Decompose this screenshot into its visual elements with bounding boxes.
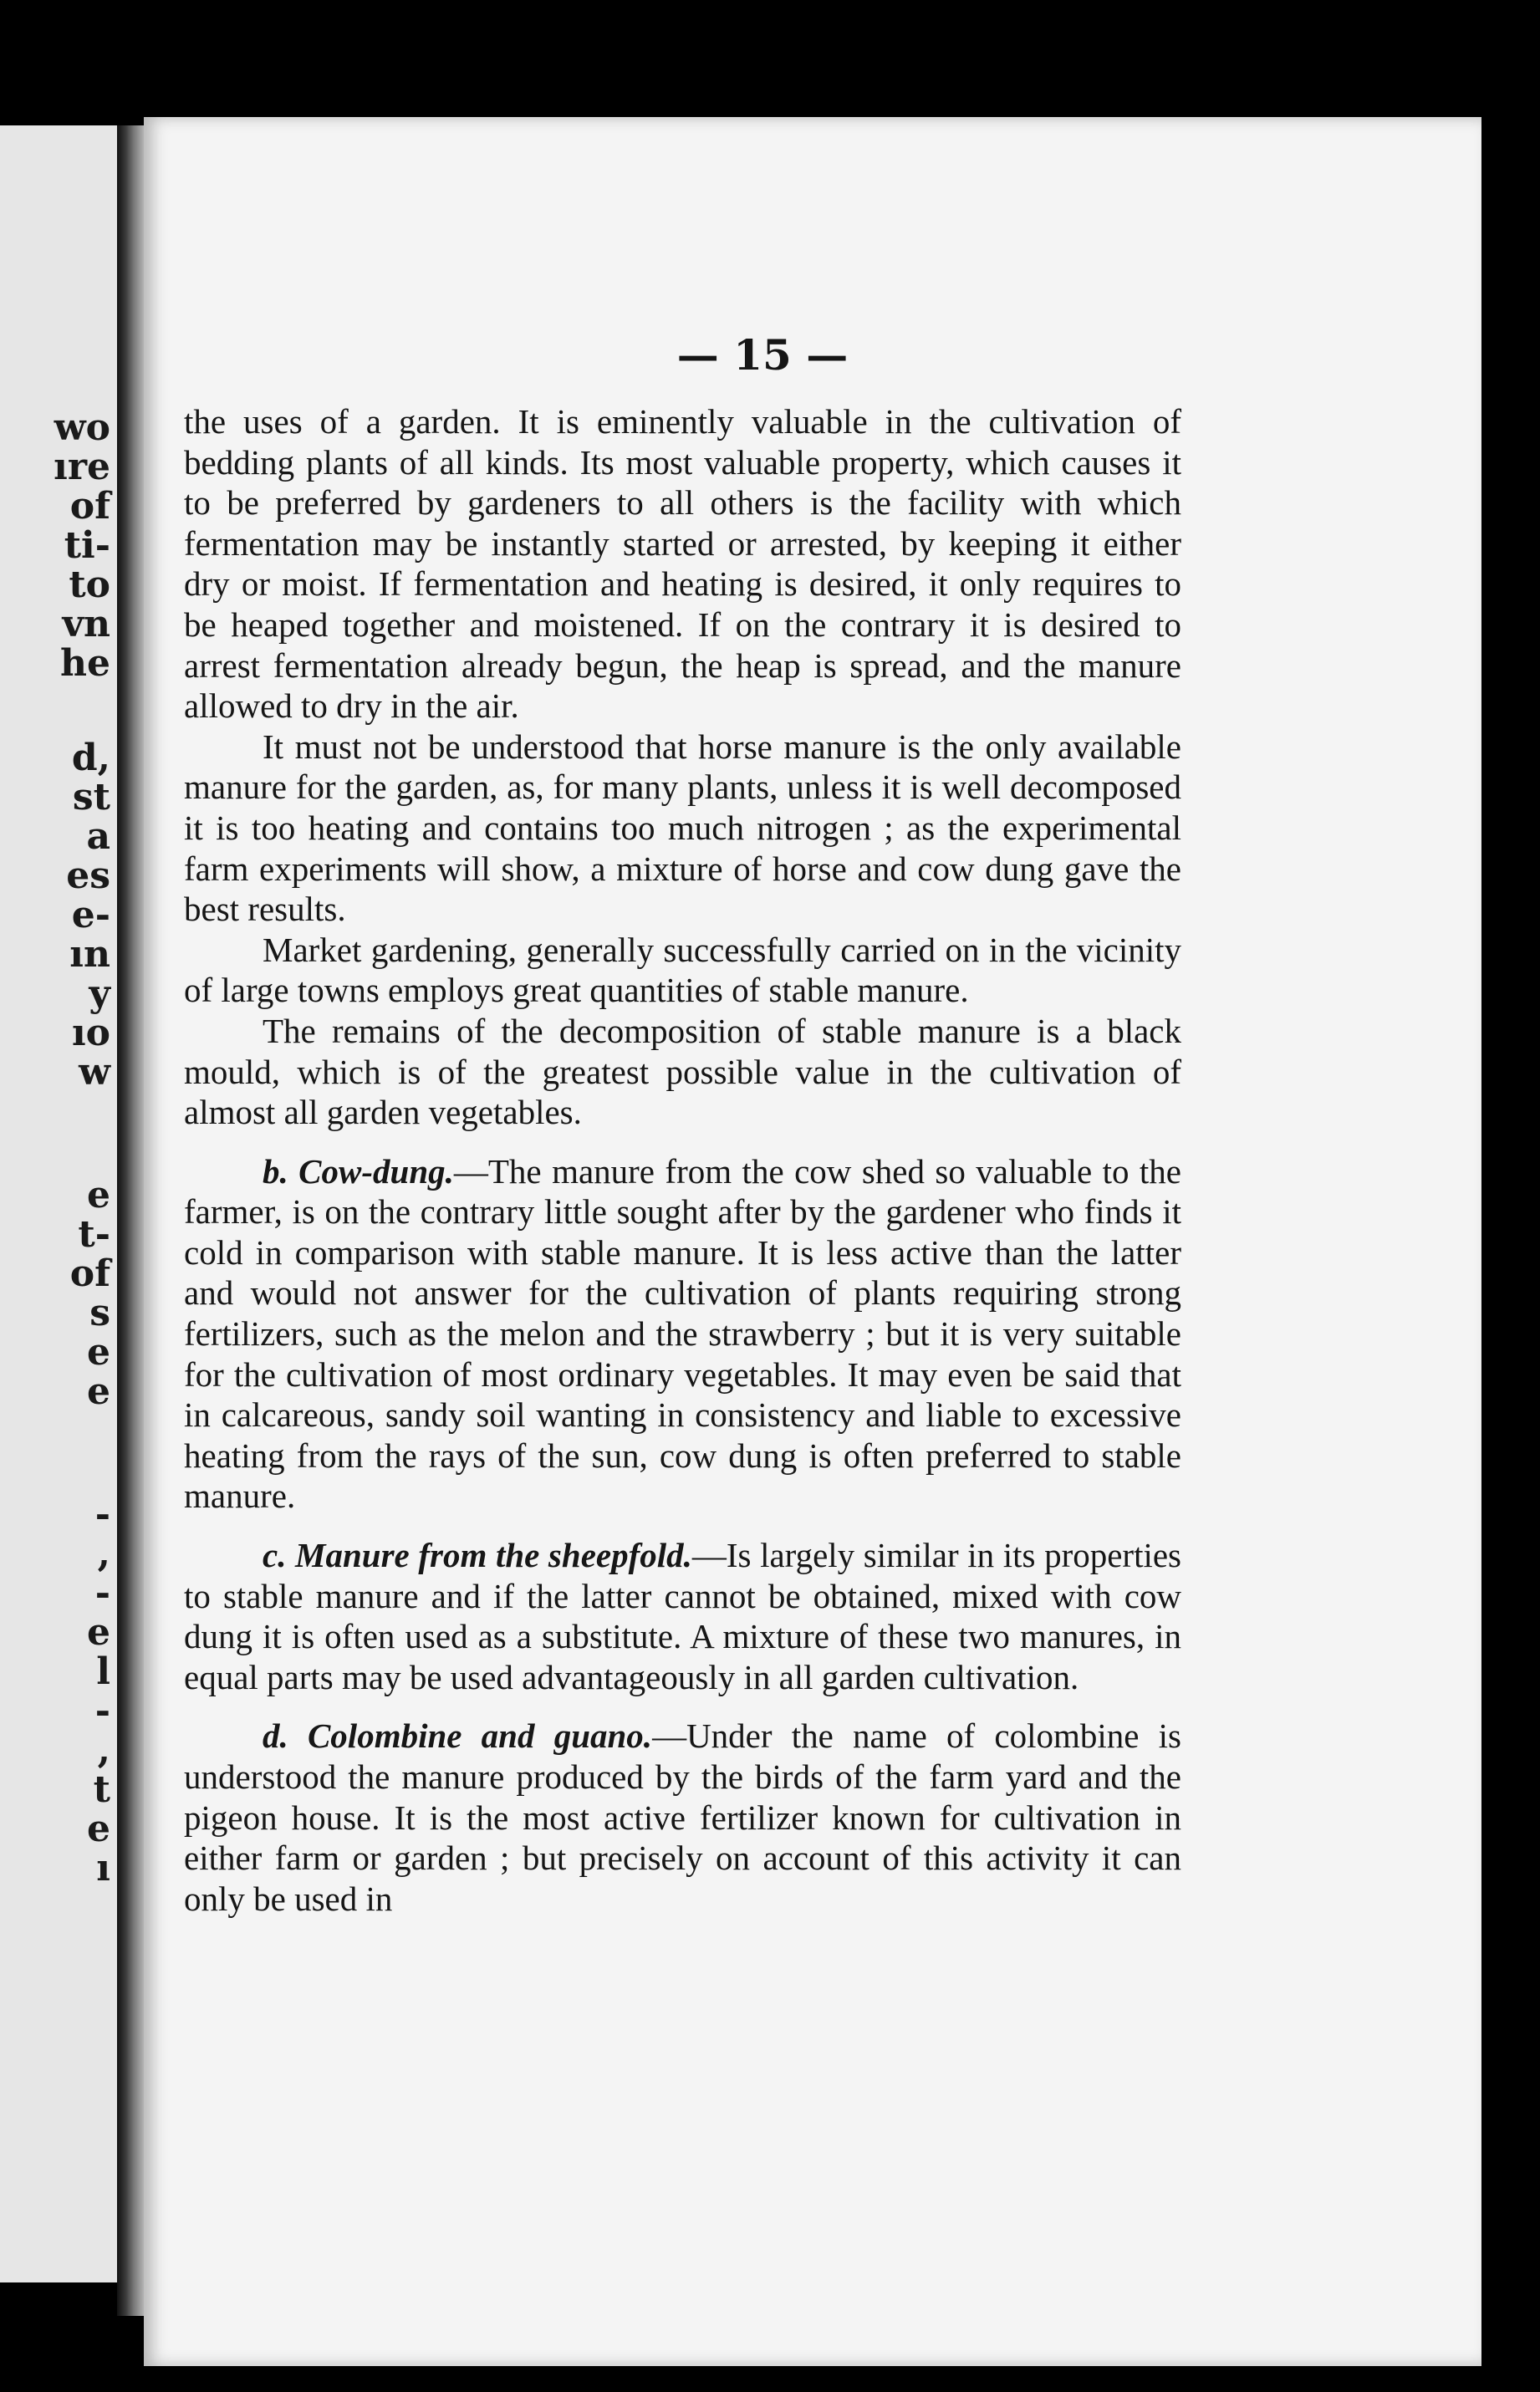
- facing-page-text: ti-: [64, 524, 110, 567]
- facing-page-text: ı: [96, 1847, 110, 1890]
- paragraph-text: —The manure from the cow shed so valuable to the farmer, is on the contrary little sought after by the gardener who finds it cold in comparison with stable manure. It is less active than the latter and would not answer for the cultivation of plants requiring strong fertilizers, such as the melon and the strawberry ; but it is very suitable for the cultivation of most ordinary vegetables. It may even be said that in calcareous, sandy soil wanting in consistency and liable to excessive heating from the rays of the sun, cow dung is often preferred to stable manure.: [184, 1151, 1181, 1516]
- paragraph-text: —Under the name of colombine is understood the manure produced by the birds of the farm yard and the pigeon house. It is the most active fertilizer known for cultivation in either farm or garden ; but precisely on account of this activity it can only be used in: [184, 1716, 1182, 1918]
- paragraph-text: the uses of a garden. It is eminently valuable in the cultivation of bedding plants of all kinds. Its most valuable property, which causes it to be preferred by gardeners to all others is the facility with which fermentation may be instantly started or arrested, by keeping it either dry or moist. If fermentation and heating is desired, it only requires to be heaped together and moistened. If on the contrary it is desired to arrest fermentation already begun, the heap is spread, and the manure allowed to dry in the air.: [184, 402, 1181, 726]
- section-heading: d. Colombine and guano.: [263, 1716, 653, 1756]
- facing-page-text: of: [69, 485, 110, 528]
- paragraph-sheepfold: [184, 1535, 1181, 1697]
- facing-page-text: d,: [71, 737, 110, 779]
- facing-page-text: t: [93, 1768, 110, 1811]
- paragraph-text: —Is largely similar in its properties to stable manure and if the latter cannot be obtained, mixed with cow dung it is often used as a substitute. A mixture of these two manures, in equal parts may be used advantageously in all garden cultivation.: [184, 1536, 1182, 1696]
- facing-page-text: es: [66, 854, 110, 897]
- facing-page-text: st: [72, 776, 110, 819]
- section-heading: b. Cow-dung.: [263, 1151, 454, 1191]
- facing-page-text: to: [69, 564, 110, 606]
- facing-page-text: y: [89, 972, 110, 1015]
- page-number: — 15 —: [676, 330, 849, 380]
- paragraph: [184, 727, 1181, 930]
- body-text: [184, 401, 1181, 1919]
- book-page: [144, 117, 1481, 2366]
- facing-page-text: -: [94, 1690, 110, 1732]
- facing-page-text: ıre: [54, 446, 110, 488]
- facing-page-text: e: [87, 1174, 110, 1216]
- facing-page-text: vn: [62, 603, 110, 645]
- facing-page-text: he: [60, 642, 110, 685]
- binding-gutter: [117, 125, 145, 2316]
- facing-page-text: l: [96, 1650, 110, 1693]
- paragraph-colombine: [184, 1716, 1181, 1919]
- facing-page-text: ıo: [71, 1012, 110, 1054]
- facing-page-text: a: [86, 815, 110, 858]
- paragraph: [184, 1011, 1181, 1133]
- paragraph-text: The remains of the decomposition of stable manure is a black mould, which is of the greatest possible value in the cultivation of almost all garden vegetables.: [184, 1011, 1181, 1132]
- facing-page-fragment: [0, 125, 117, 2282]
- facing-page-text: wo: [54, 406, 110, 449]
- facing-page-text: w: [79, 1051, 110, 1094]
- paragraph-cow-dung: [184, 1151, 1181, 1517]
- paragraph-text: It must not be understood that horse manure is the only available manure for the garden, as, for many plants, unless it is well decomposed it is too heating and contains too much nitrogen ; as the experimental farm experiments will show, a mixture of horse and cow dung gave the best results.: [184, 727, 1181, 929]
- facing-page-text: e: [87, 1808, 110, 1850]
- facing-page-text: -: [94, 1493, 110, 1536]
- facing-page-text: e: [87, 1331, 110, 1374]
- facing-page-text: s: [89, 1292, 110, 1334]
- facing-page-text: ,: [97, 1729, 110, 1772]
- facing-page-text: of: [69, 1252, 110, 1295]
- facing-page-text: e: [87, 1611, 110, 1654]
- facing-page-text: e-: [71, 894, 110, 936]
- paragraph: [184, 401, 1181, 727]
- facing-page-text: -: [94, 1572, 110, 1614]
- paragraph: [184, 930, 1181, 1011]
- facing-page-text: t-: [78, 1213, 110, 1256]
- section-heading: c. Manure from the sheepfold.: [263, 1536, 692, 1575]
- facing-page-text: ,: [97, 1533, 110, 1575]
- facing-page-text: ın: [69, 933, 110, 976]
- paragraph-text: Market gardening, generally successfully carried on in the vicinity of large towns employs great quantities of stable manure.: [184, 930, 1181, 1010]
- facing-page-text: e: [87, 1370, 110, 1413]
